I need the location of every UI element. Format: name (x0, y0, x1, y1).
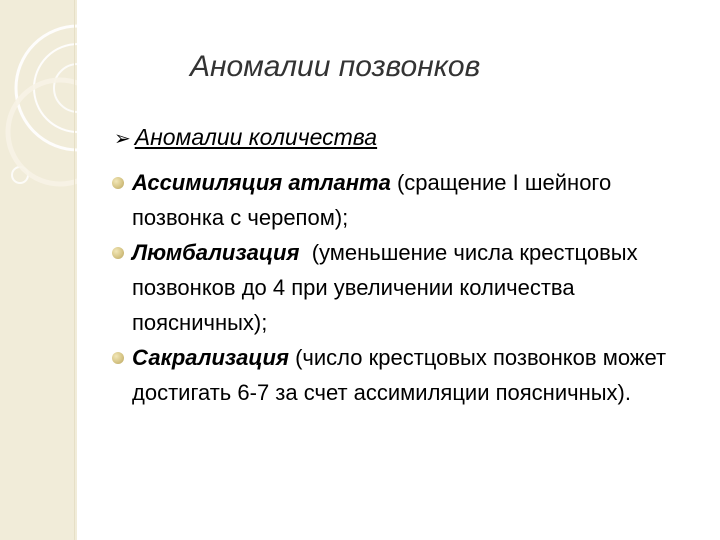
bullet-list (112, 165, 692, 410)
band-line (74, 0, 75, 540)
list-item (112, 165, 692, 235)
gold-dot-icon (112, 352, 124, 364)
item-term: Ассимиляция атланта (132, 170, 391, 195)
list-item (112, 340, 692, 410)
decorative-side-band (0, 0, 80, 540)
item-description: (сращение I шейного позвонка с черепом); (132, 170, 612, 230)
band-edge (77, 0, 80, 540)
term-gap (299, 240, 311, 265)
slide-title: Аномалии позвонков (190, 50, 481, 83)
list-item (112, 235, 692, 340)
item-description: (уменьшение числа крестцовых позвонков до 4 при увеличении количества поясничных); (132, 240, 638, 335)
gold-dot-icon (112, 247, 124, 259)
item-term: Сакрализация (132, 345, 289, 370)
item-term: Люмбализация (132, 240, 300, 265)
section-heading (114, 124, 377, 151)
arrow-head-right-icon: ➢ (114, 128, 131, 150)
item-description: (число крестцовых позвонков может достигать 6-7 за счет ассимиляции поясничных). (132, 345, 667, 405)
gold-dot-icon (112, 177, 124, 189)
section-heading-label: Аномалии количества (134, 124, 378, 150)
decorative-rings (0, 0, 80, 540)
